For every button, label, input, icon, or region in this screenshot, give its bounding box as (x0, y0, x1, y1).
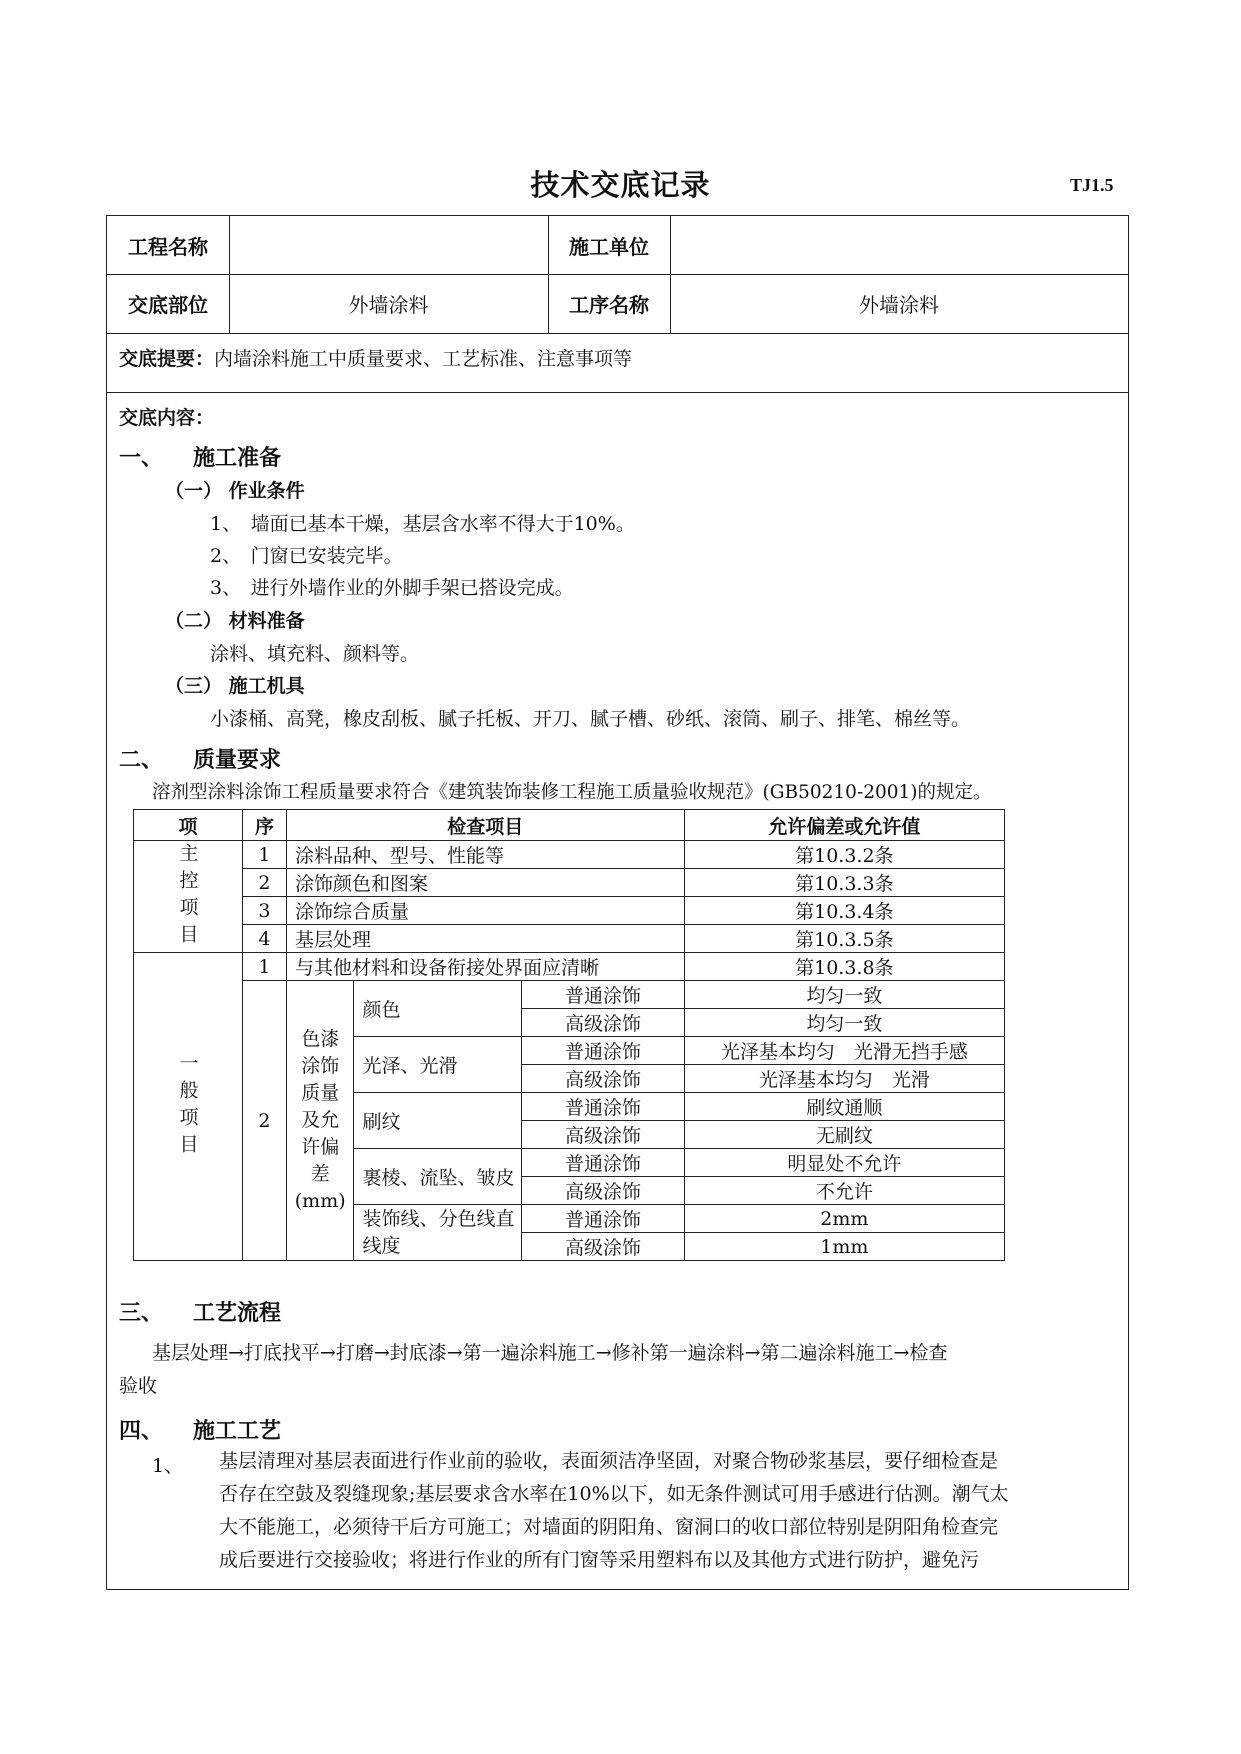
paragraph-line: 基层清理对基层表面进行作业前的验收，表面须洁净坚固，对聚合物砂浆基层，要仔细检查是 (219, 1450, 999, 1472)
process-flow-line: 验收 (119, 1375, 158, 1397)
seq-cell: 1 (243, 953, 287, 981)
allow-cell: 第10.3.5条 (684, 925, 1004, 953)
col-header-check: 检查项目 (286, 810, 684, 841)
project-name-value (229, 216, 548, 274)
condition-item: 3、 进行外墙作业的外脚手架已搭设完成。 (210, 577, 574, 599)
content-label: 交底内容： (119, 407, 215, 429)
value-cell: 均匀一致 (684, 1009, 1004, 1037)
sub-item-name: 装饰线、分色线直线度 (354, 1205, 522, 1261)
allow-cell: 第10.3.3条 (684, 869, 1004, 897)
part-label: 交底部位 (128, 293, 208, 317)
unit-label: 施工单位 (569, 234, 649, 259)
seq-cell: 2 (243, 981, 287, 1261)
condition-item: 2、 门窗已安装完毕。 (210, 545, 403, 567)
allow-cell: 第10.3.4条 (684, 897, 1004, 925)
value-cell: 均匀一致 (684, 981, 1004, 1009)
form-code: TJ1.5 (1070, 175, 1114, 195)
table-row (134, 925, 1005, 953)
check-cell: 基层处理 (286, 925, 684, 953)
sub-item-name: 颜色 (354, 981, 522, 1037)
allow-cell: 第10.3.2条 (684, 841, 1004, 869)
col-header-item: 项 (134, 810, 243, 841)
process-value: 外墙涂料 (859, 293, 939, 317)
table-row (134, 897, 1005, 925)
grade-cell: 高级涂饰 (522, 1009, 684, 1037)
table-row (134, 869, 1005, 897)
sub-item-name: 光泽、光滑 (354, 1037, 522, 1093)
grade-cell: 普通涂饰 (522, 1149, 684, 1177)
section-1-title: 施工准备 (193, 445, 282, 471)
value-cell: 刷纹通顺 (684, 1093, 1004, 1121)
table-header-row (134, 810, 1005, 841)
check-cell: 涂饰颜色和图案 (286, 869, 684, 897)
value-cell: 光泽基本均匀 光滑 (684, 1065, 1004, 1093)
section-3-title: 工艺流程 (193, 1300, 282, 1326)
grade-cell: 高级涂饰 (522, 1065, 684, 1093)
grade-cell: 普通涂饰 (522, 981, 684, 1009)
sub-heading-conditions: （一） 作业条件 (165, 480, 305, 502)
quality-intro: 溶剂型涂料涂饰工程质量要求符合《建筑装饰装修工程施工质量验收规范》(GB50210-2001)的规定。 (152, 782, 992, 803)
sub-heading-tools: （三） 施工机具 (165, 675, 305, 697)
table-row (134, 981, 1005, 1009)
section-4-title: 施工工艺 (193, 1418, 282, 1444)
process-paragraph (219, 1445, 1124, 1577)
table-row (134, 953, 1005, 981)
value-cell: 明显处不允许 (684, 1149, 1004, 1177)
project-name-label: 工程名称 (128, 234, 208, 259)
seq-cell: 1 (243, 841, 287, 869)
tools-text: 小漆桶、高凳，橡皮刮板、腻子托板、开刀、腻子槽、砂纸、滚筒、刷子、排笔、棉丝等。 (210, 708, 971, 730)
sub-item-name: 刷纹 (354, 1093, 522, 1149)
table-row (134, 841, 1005, 869)
paragraph-line: 大不能施工，必须待干后方可施工；对墙面的阴阳角、窗洞口的收口部位特别是阴阳角检查完 (219, 1516, 999, 1538)
row-divider (107, 333, 1128, 334)
section-1-number: 一、 (119, 445, 164, 471)
check-cell: 涂饰综合质量 (286, 897, 684, 925)
paragraph-line: 否存在空鼓及裂缝现象;基层要求含水率在10%以下，如无条件测试可用手感进行估测。潮气太 (219, 1483, 1009, 1505)
unit-value (670, 216, 1128, 274)
summary-value: 内墙涂料施工中质量要求、工艺标准、注意事项等 (214, 348, 633, 370)
grade-cell: 高级涂饰 (522, 1177, 684, 1205)
main-items-label: 主控项目 (134, 841, 243, 953)
grade-cell: 普通涂饰 (522, 1205, 684, 1233)
seq-cell: 4 (243, 925, 287, 953)
materials-text: 涂料、填充料、颜料等。 (210, 643, 420, 665)
seq-cell: 2 (243, 869, 287, 897)
section-2-number: 二、 (119, 747, 164, 773)
value-cell: 光泽基本均匀 光滑无挡手感 (684, 1037, 1004, 1065)
summary-label: 交底提要： (119, 348, 215, 370)
process-flow-line: 基层处理→打底找平→打磨→封底漆→第一遍涂料施工→修补第一遍涂料→第二遍涂料施工→检查 (152, 1342, 948, 1364)
col-header-allow: 允许偏差或允许值 (684, 810, 1004, 841)
group-label: 色漆涂饰质量及允许偏差(mm) (286, 981, 353, 1261)
condition-item: 1、 墙面已基本干燥，基层含水率不得大于10%。 (210, 513, 635, 535)
summary-row (119, 344, 632, 371)
page-title: 技术交底记录 (530, 168, 711, 202)
record-form (106, 215, 1129, 1590)
value-cell: 1mm (684, 1233, 1004, 1261)
quality-table (133, 809, 1005, 1261)
sub-item-name: 裹棱、流坠、皱皮 (354, 1149, 522, 1205)
check-cell: 与其他材料和设备衔接处界面应清晰 (286, 953, 684, 981)
process-label: 工序名称 (569, 293, 649, 317)
row-divider (107, 392, 1128, 393)
seq-cell: 3 (243, 897, 287, 925)
section-4-number: 四、 (119, 1418, 164, 1444)
process-item-number: 1、 (152, 1455, 184, 1477)
sub-heading-materials: （二） 材料准备 (165, 610, 305, 632)
paragraph-line: 成后要进行交接验收；将进行作业的所有门窗等采用塑料布以及其他方式进行防护，避免污 (219, 1549, 980, 1571)
allow-cell: 第10.3.8条 (684, 953, 1004, 981)
value-cell: 2mm (684, 1205, 1004, 1233)
grade-cell: 高级涂饰 (522, 1121, 684, 1149)
general-items-label: 一般项目 (134, 953, 243, 1261)
value-cell: 无刷纹 (684, 1121, 1004, 1149)
section-2-title: 质量要求 (193, 747, 282, 773)
part-value: 外墙涂料 (348, 293, 429, 317)
check-cell: 涂料品种、型号、性能等 (286, 841, 684, 869)
grade-cell: 普通涂饰 (522, 1093, 684, 1121)
col-header-seq: 序 (243, 810, 287, 841)
section-3-number: 三、 (119, 1300, 164, 1326)
grade-cell: 普通涂饰 (522, 1037, 684, 1065)
grade-cell: 高级涂饰 (522, 1233, 684, 1261)
value-cell: 不允许 (684, 1177, 1004, 1205)
